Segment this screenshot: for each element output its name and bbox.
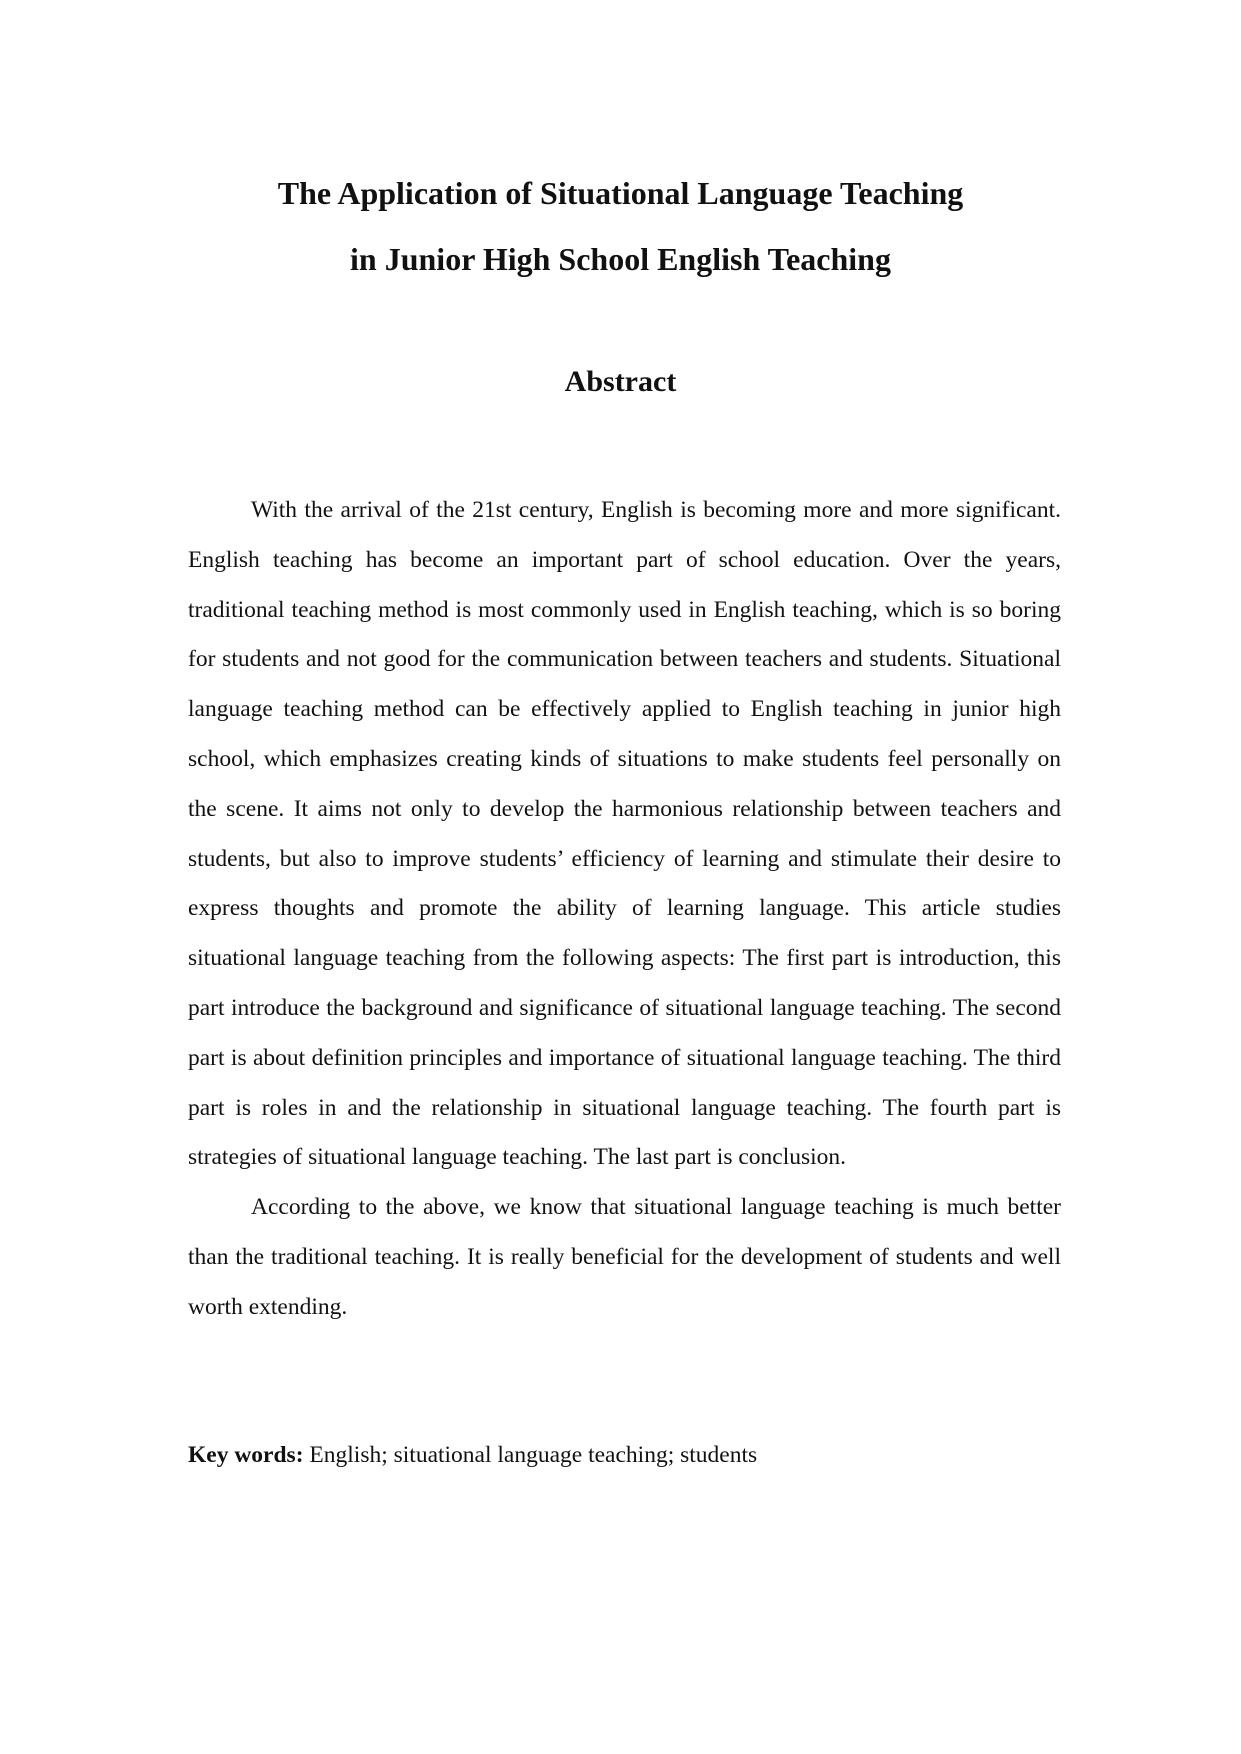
title-line-2: in Junior High School English Teaching [350, 241, 891, 277]
abstract-body [188, 486, 1061, 1333]
document-title [0, 160, 1241, 292]
title-line-1: The Application of Situational Language Teaching [277, 175, 964, 211]
keywords-line [188, 1435, 1061, 1475]
abstract-paragraph-2: According to the above, we know that situational language teaching is much better than the traditional teaching. It is really beneficial for the development of students and well worth extending. [188, 1194, 1061, 1320]
keywords-label: Key words: [188, 1442, 304, 1468]
abstract-heading: Abstract [564, 365, 677, 398]
abstract-paragraph-1: With the arrival of the 21st century, English is becoming more and more significant. English teaching has become an important part of school education. Over the years, traditional teaching method is most commonly used in English teaching, which is so boring for students and not good for the communication between teachers and students. Situational language teaching method can be effectively applied to English teaching in junior high school, which emphasizes creating kinds of situations to make students feel personally on the scene. It aims not only to develop the harmonious relationship between teachers and students, but also to improve students’ efficiency of learning and stimulate their desire to express thoughts and promote the ability of learning language. This article studies situational language teaching from the following aspects: The first part is introduction, this part introduce the background and significance of situational language teaching. The second part is about definition principles and importance of situational language teaching. The third part is roles in and the relationship in situational language teaching. The fourth part is strategies of situational language teaching. The last part is conclusion. [188, 497, 1061, 1171]
keywords-text: English; situational language teaching; students [303, 1442, 758, 1468]
